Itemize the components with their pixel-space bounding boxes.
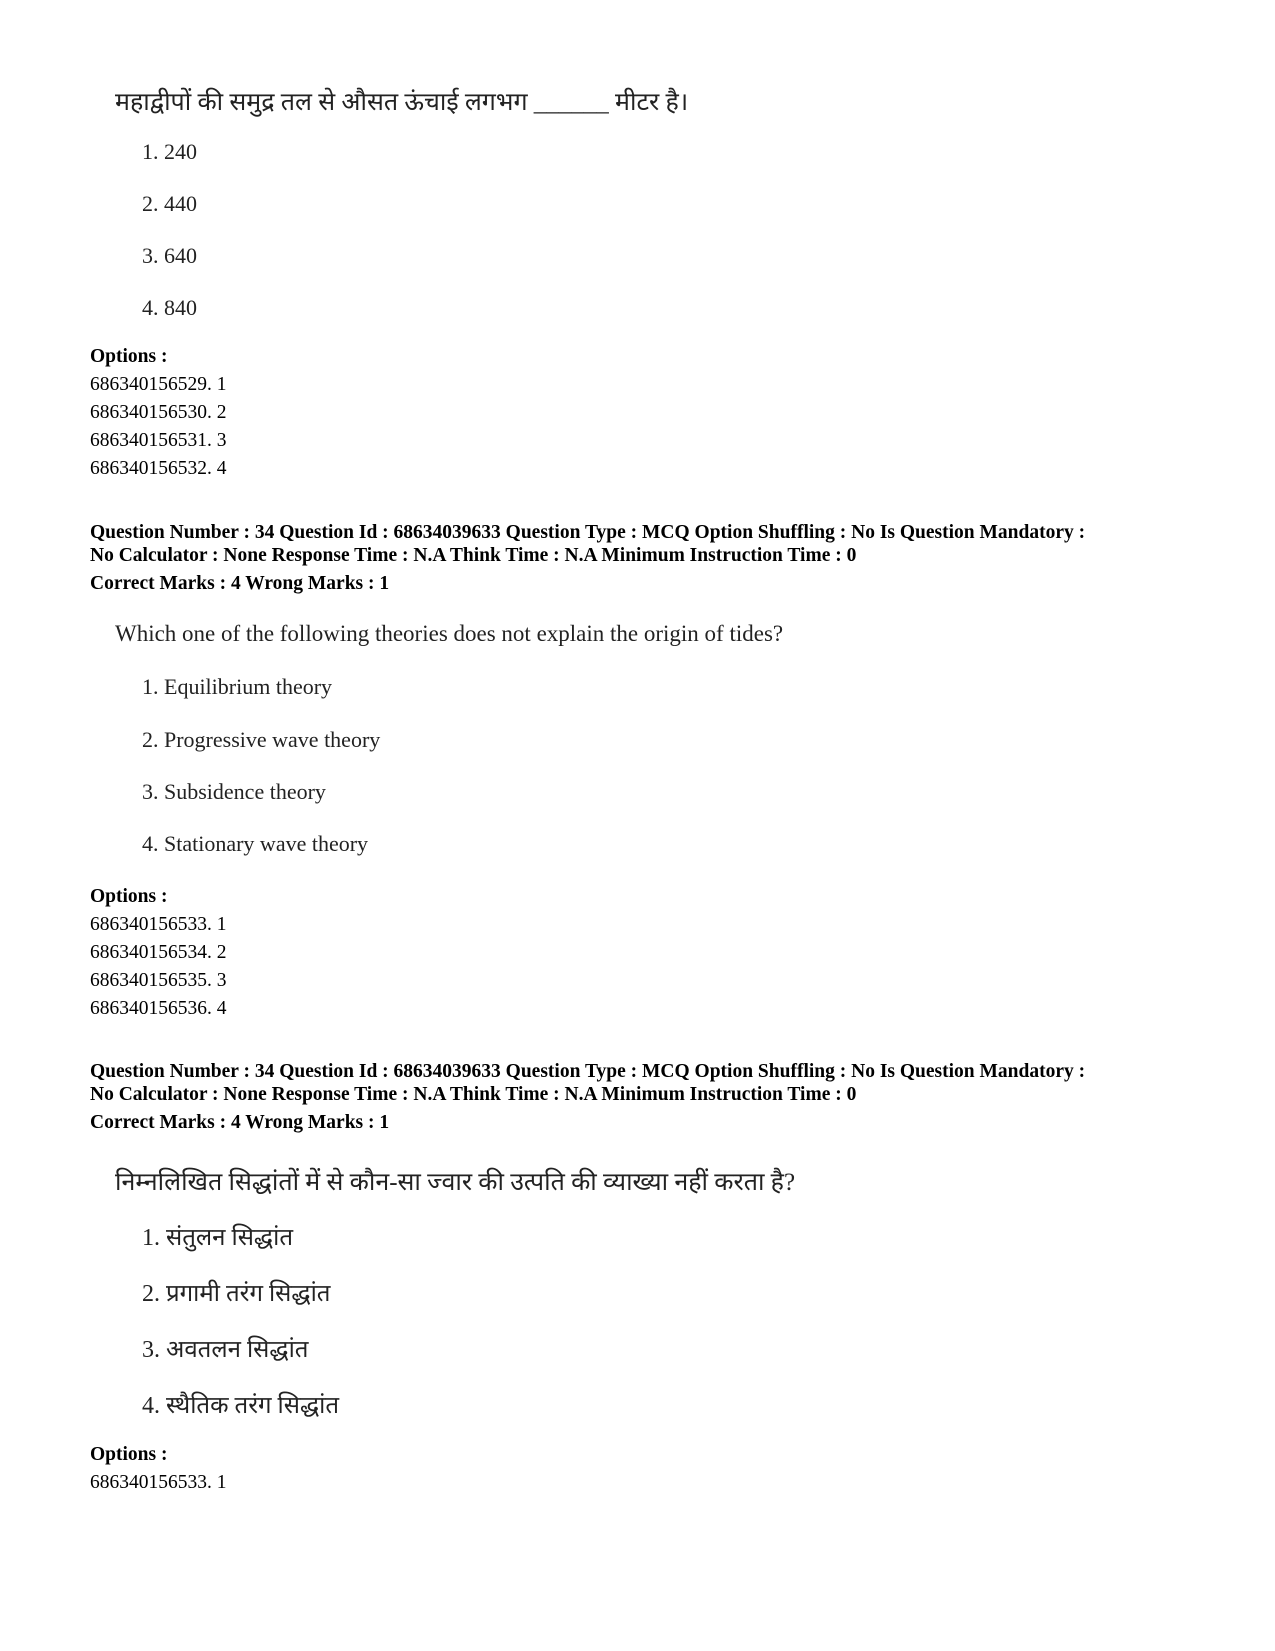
question-meta-line1: Question Number : 34 Question Id : 68634039633 Question Type : MCQ Option Shuffling : No Is Question Mandatory :	[90, 522, 1086, 543]
options-label: Options :	[90, 886, 168, 907]
choice-1: 1. संतुलन सिद्धांत	[142, 1225, 294, 1251]
choice-2: 2. प्रगामी तरंग सिद्धांत	[142, 1281, 331, 1307]
options-label: Options :	[90, 1444, 168, 1465]
option-id: 686340156530. 2	[90, 402, 227, 423]
option-id: 686340156532. 4	[90, 458, 227, 479]
choice-4: 4. स्थैतिक तरंग सिद्धांत	[142, 1393, 340, 1419]
question-meta-line1: Question Number : 34 Question Id : 68634039633 Question Type : MCQ Option Shuffling : No Is Question Mandatory :	[90, 1061, 1086, 1082]
question-meta-line2: No Calculator : None Response Time : N.A Think Time : N.A Minimum Instruction Time : 0	[90, 1084, 857, 1105]
option-id: 686340156533. 1	[90, 1472, 227, 1493]
option-id: 686340156529. 1	[90, 374, 227, 395]
choice-1: 1. 240	[142, 139, 197, 164]
option-id: 686340156535. 3	[90, 970, 227, 991]
choice-4: 4. 840	[142, 295, 197, 320]
choice-1: 1. Equilibrium theory	[142, 674, 333, 699]
question-text: महाद्वीपों की समुद्र तल से औसत ऊंचाई लगभग ______ मीटर है।	[115, 89, 689, 116]
question-text: Which one of the following theories does not explain the origin of tides?	[115, 621, 784, 646]
marks-line: Correct Marks : 4 Wrong Marks : 1	[90, 573, 390, 594]
question-text: निम्नलिखित सिद्धांतों में से कौन-सा ज्वार की उत्पति की व्याख्या नहीं करता है?	[115, 1169, 796, 1196]
question-meta-line2: No Calculator : None Response Time : N.A Think Time : N.A Minimum Instruction Time : 0	[90, 545, 857, 566]
choice-3: 3. 640	[142, 243, 197, 268]
choice-2: 2. Progressive wave theory	[142, 727, 381, 752]
choice-4: 4. Stationary wave theory	[142, 831, 369, 856]
options-label: Options :	[90, 346, 168, 367]
option-id: 686340156534. 2	[90, 942, 227, 963]
choice-2: 2. 440	[142, 191, 197, 216]
choice-3: 3. अवतलन सिद्धांत	[142, 1337, 309, 1363]
option-id: 686340156536. 4	[90, 998, 227, 1019]
marks-line: Correct Marks : 4 Wrong Marks : 1	[90, 1112, 390, 1133]
option-id: 686340156533. 1	[90, 914, 227, 935]
choice-3: 3. Subsidence theory	[142, 779, 326, 804]
option-id: 686340156531. 3	[90, 430, 227, 451]
